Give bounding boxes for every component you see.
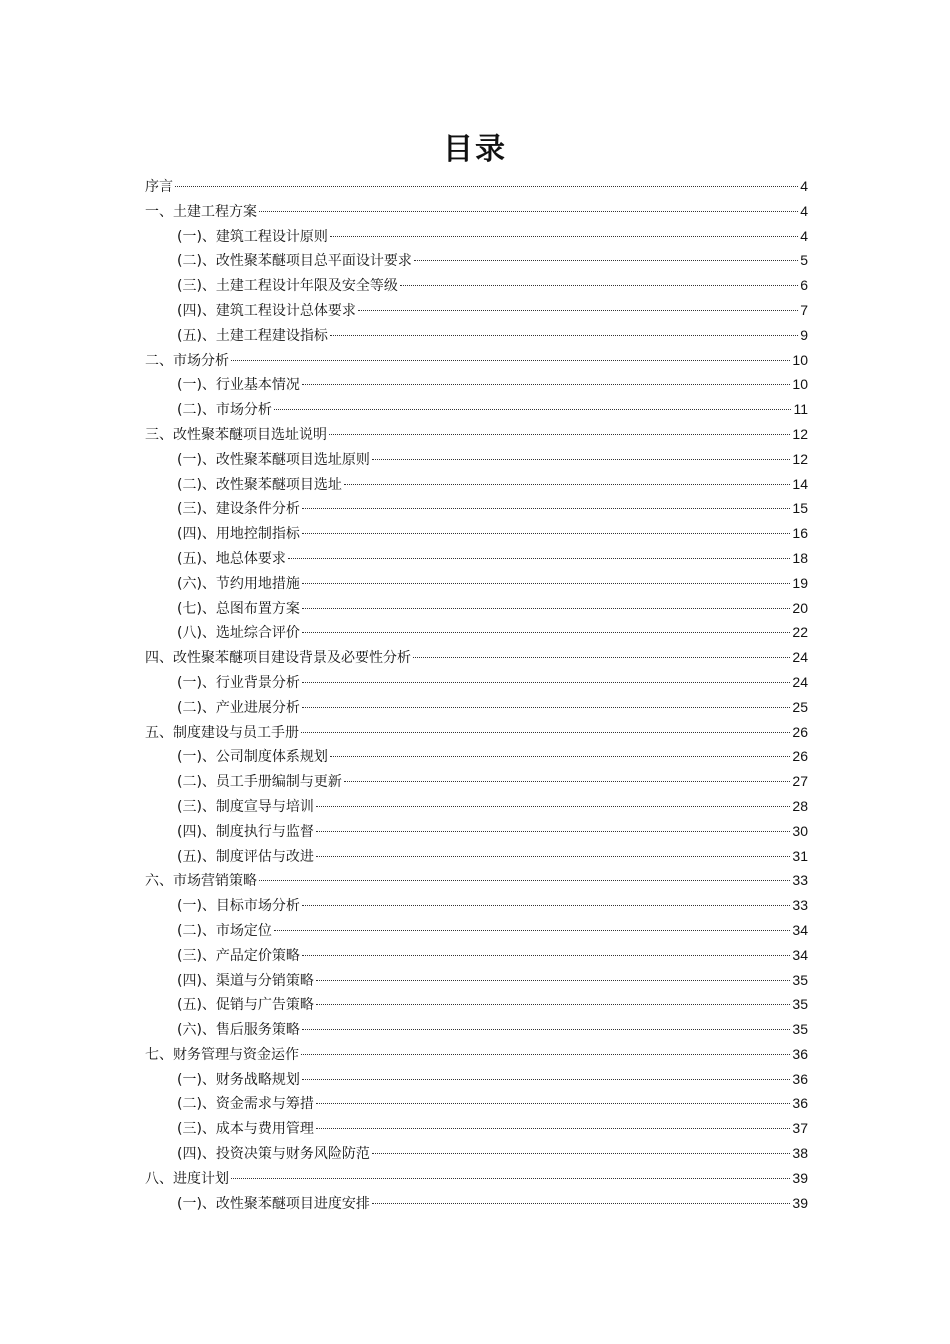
toc-dot-leader [414,260,798,261]
toc-page-number: 24 [792,649,808,666]
toc-page-number: 16 [792,525,808,542]
toc-entry[interactable] [145,397,808,422]
toc-page-number: 10 [792,351,808,368]
toc-dot-leader [302,1029,790,1030]
toc-dot-leader [316,831,790,832]
toc-page-number: 36 [792,1070,808,1087]
toc-page-number: 38 [792,1145,808,1162]
toc-entry[interactable] [145,645,808,670]
toc-page-number: 26 [792,723,808,740]
toc-dot-leader [302,508,790,509]
toc-entry[interactable] [145,794,808,819]
toc-page-number: 36 [792,1045,808,1062]
toc-dot-leader [344,484,790,485]
toc-entry[interactable] [145,546,808,571]
toc-dot-leader [358,310,798,311]
toc-entry[interactable] [145,372,808,397]
toc-entry[interactable] [145,1116,808,1141]
toc-page-number: 35 [792,996,808,1013]
toc-entry[interactable] [145,1067,808,1092]
toc-page-number: 4 [800,178,808,194]
table-of-contents [145,174,808,1215]
toc-dot-leader [316,980,790,981]
toc-entry-text: (五)、促销与广告策略 [177,997,314,1014]
toc-page-number: 5 [800,252,808,269]
toc-page-number: 39 [792,1194,808,1211]
toc-entry[interactable] [145,472,808,497]
toc-page-number: 20 [792,599,808,616]
toc-dot-leader [372,1203,790,1204]
toc-entry-text: 一、土建工程方案 [145,203,257,220]
toc-entry-text: 六、市场营销策略 [145,873,257,890]
toc-page-number: 37 [792,1120,808,1137]
toc-entry-text: (一)、行业基本情况 [177,377,300,394]
toc-entry[interactable] [145,1166,808,1191]
toc-entry[interactable] [145,695,808,720]
toc-entry-text: (一)、改性聚苯醚项目选址原则 [177,451,370,468]
toc-dot-leader [316,856,790,857]
toc-entry[interactable] [145,1017,808,1042]
toc-dot-leader [302,905,790,906]
toc-dot-leader [302,632,790,633]
toc-dot-leader [344,781,790,782]
toc-dot-leader [231,360,790,361]
toc-page-number: 25 [792,698,808,715]
toc-dot-leader [302,682,790,683]
toc-dot-leader [302,583,790,584]
toc-dot-leader [330,236,798,237]
toc-entry-text: (一)、公司制度体系规划 [177,749,328,766]
toc-dot-leader [372,1153,790,1154]
toc-entry-text: (三)、土建工程设计年限及安全等级 [177,278,398,295]
toc-dot-leader [274,409,792,410]
toc-page-number: 11 [793,401,808,418]
toc-dot-leader [302,533,790,534]
toc-entry-text: (一)、财务战略规划 [177,1071,300,1088]
toc-page-number: 30 [792,822,808,839]
toc-dot-leader [330,756,790,757]
toc-entry[interactable] [145,323,808,348]
toc-entry-text: (四)、用地控制指标 [177,526,300,543]
toc-entry-text: (二)、产业进展分析 [177,699,300,716]
toc-entry[interactable] [145,1042,808,1067]
toc-entry[interactable] [145,769,808,794]
toc-page-number: 4 [800,202,808,219]
toc-entry[interactable] [145,1191,808,1216]
toc-entry[interactable] [145,992,808,1017]
toc-entry-text: (五)、地总体要求 [177,550,286,567]
toc-page-number: 7 [800,301,808,318]
toc-dot-leader [330,335,798,336]
toc-entry[interactable] [145,943,808,968]
toc-entry-text: (五)、制度评估与改进 [177,848,314,865]
toc-title: 目录 [443,132,507,167]
toc-page-number: 35 [792,971,808,988]
toc-entry-text: 四、改性聚苯醚项目建设背景及必要性分析 [145,650,411,667]
toc-entry-text: 七、财务管理与资金运作 [145,1046,299,1063]
toc-dot-leader [302,384,790,385]
toc-entry[interactable] [145,868,808,893]
toc-page-number: 19 [792,574,808,591]
toc-entry[interactable] [145,1091,808,1116]
toc-entry-text: (二)、员工手册编制与更新 [177,774,342,791]
toc-entry-text: (二)、改性聚苯醚项目总平面设计要求 [177,253,412,270]
toc-entry-text: 八、进度计划 [145,1170,229,1187]
toc-dot-leader [301,732,790,733]
toc-dot-leader [302,955,790,956]
toc-entry[interactable] [145,670,808,695]
toc-dot-leader [301,1054,790,1055]
toc-dot-leader [316,806,790,807]
toc-entry-text: (七)、总图布置方案 [177,600,300,617]
toc-page-number: 6 [800,277,808,294]
toc-entry[interactable] [145,174,808,199]
toc-dot-leader [329,434,790,435]
toc-entry-text: (四)、建筑工程设计总体要求 [177,302,356,319]
toc-page-number: 34 [792,921,808,938]
toc-entry[interactable] [145,918,808,943]
toc-entry-text: (六)、售后服务策略 [177,1022,300,1039]
toc-dot-leader [400,285,798,286]
toc-dot-leader [302,1079,790,1080]
toc-dot-leader [175,186,798,187]
toc-page-number: 34 [792,946,808,963]
toc-entry[interactable] [145,744,808,769]
toc-dot-leader [274,930,790,931]
toc-page-number: 9 [800,326,808,343]
toc-entry-text: (一)、目标市场分析 [177,898,300,915]
toc-dot-leader [372,459,790,460]
toc-page-number: 14 [792,475,808,492]
toc-entry[interactable] [145,596,808,621]
toc-entry[interactable] [145,819,808,844]
toc-dot-leader [316,1004,790,1005]
toc-page-number: 10 [792,376,808,393]
toc-entry-text: (一)、行业背景分析 [177,674,300,691]
toc-dot-leader [302,707,790,708]
toc-entry[interactable] [145,199,808,224]
toc-entry-text: (五)、土建工程建设指标 [177,327,328,344]
toc-entry-text: (一)、建筑工程设计原则 [177,228,328,245]
toc-page-number: 22 [792,624,808,641]
toc-dot-leader [259,211,798,212]
toc-entry[interactable] [145,893,808,918]
toc-dot-leader [288,558,790,559]
toc-dot-leader [231,1178,790,1179]
toc-page-number: 36 [792,1095,808,1112]
toc-page-number: 26 [792,748,808,765]
toc-page-number: 33 [792,897,808,914]
toc-entry[interactable] [145,273,808,298]
toc-page-number: 35 [792,1021,808,1038]
toc-entry[interactable] [145,720,808,745]
toc-dot-leader [316,1103,790,1104]
toc-entry[interactable] [145,571,808,596]
toc-entry-text: (四)、渠道与分销策略 [177,972,314,989]
toc-entry-text: (二)、资金需求与筹措 [177,1096,314,1113]
toc-entry[interactable] [145,422,808,447]
toc-page-number: 15 [792,500,808,517]
toc-page-number: 28 [792,797,808,814]
toc-entry[interactable] [145,248,808,273]
toc-entry-text: (二)、市场分析 [177,402,272,419]
toc-entry-text: 三、改性聚苯醚项目选址说明 [145,426,327,443]
toc-entry-text: 序言 [145,179,173,195]
toc-entry-text: (六)、节约用地措施 [177,575,300,592]
toc-entry[interactable] [145,1141,808,1166]
toc-entry-text: (一)、改性聚苯醚项目进度安排 [177,1195,370,1212]
toc-page-number: 27 [792,773,808,790]
toc-page-number: 33 [792,872,808,889]
toc-entry[interactable] [145,521,808,546]
toc-entry-text: (二)、市场定位 [177,922,272,939]
toc-entry-text: (二)、改性聚苯醚项目选址 [177,476,342,493]
toc-page-number: 24 [792,673,808,690]
toc-page-number: 18 [792,549,808,566]
toc-page-number: 12 [792,450,808,467]
toc-entry[interactable] [145,968,808,993]
toc-entry-text: (四)、制度执行与监督 [177,823,314,840]
toc-page-number: 12 [792,425,808,442]
toc-dot-leader [259,880,790,881]
toc-dot-leader [413,657,790,658]
toc-entry[interactable] [145,224,808,249]
toc-entry[interactable] [145,348,808,373]
toc-entry[interactable] [145,447,808,472]
toc-entry-text: (四)、投资决策与财务风险防范 [177,1146,370,1163]
toc-entry[interactable] [145,496,808,521]
toc-entry[interactable] [145,298,808,323]
toc-entry-text: (三)、建设条件分析 [177,501,300,518]
toc-page-number: 4 [800,227,808,244]
toc-entry[interactable] [145,844,808,869]
toc-entry[interactable] [145,620,808,645]
toc-entry-text: (三)、成本与费用管理 [177,1121,314,1138]
toc-dot-leader [316,1128,790,1129]
toc-dot-leader [302,608,790,609]
toc-page-number: 31 [792,847,808,864]
toc-entry-text: (八)、选址综合评价 [177,625,300,642]
toc-page-number: 39 [792,1169,808,1186]
toc-entry-text: (三)、制度宣导与培训 [177,798,314,815]
toc-entry-text: (三)、产品定价策略 [177,947,300,964]
toc-entry-text: 五、制度建设与员工手册 [145,724,299,741]
toc-entry-text: 二、市场分析 [145,352,229,369]
